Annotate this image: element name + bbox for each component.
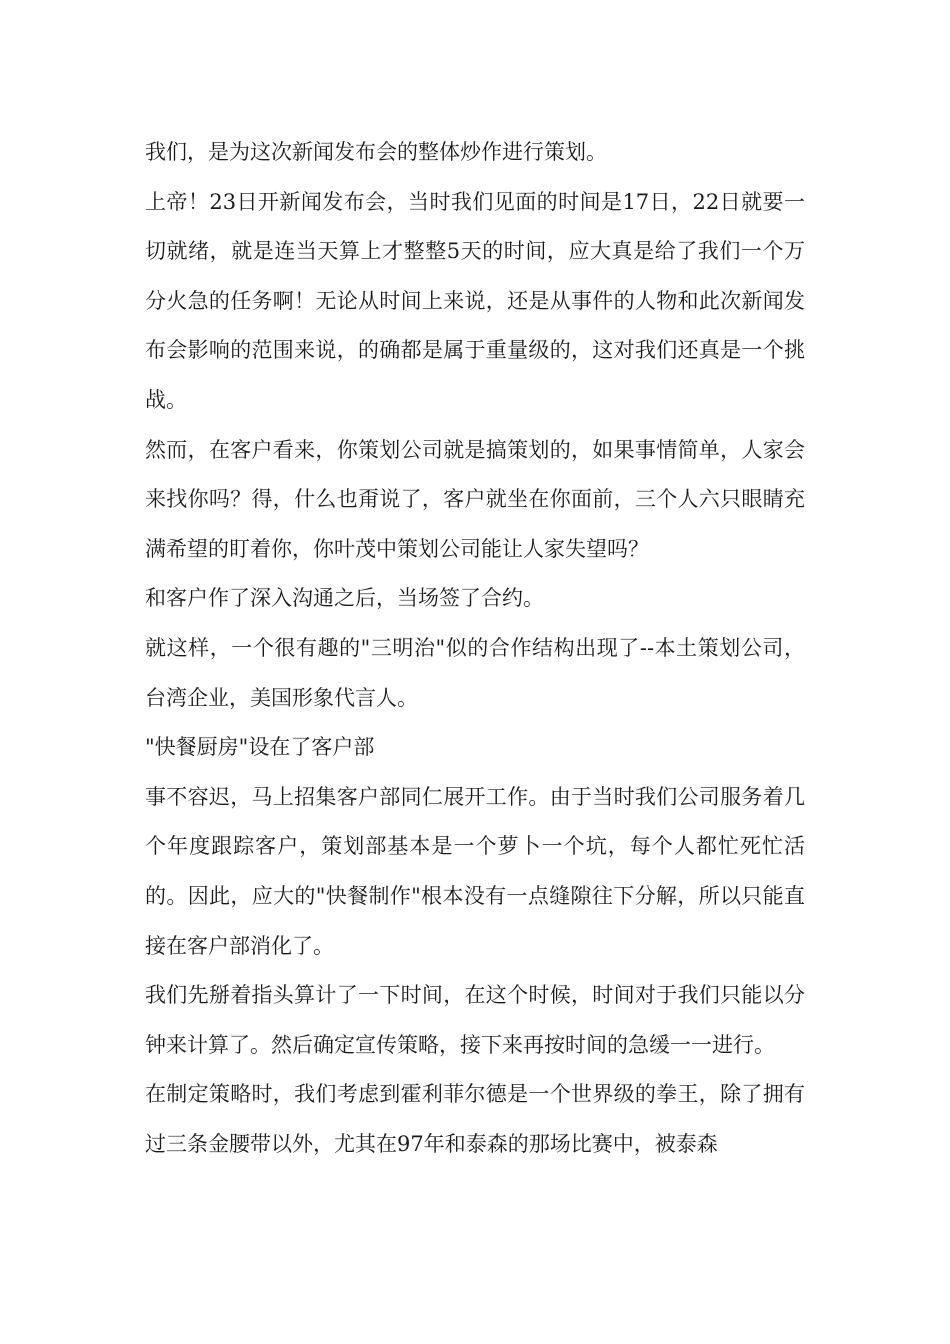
paragraph: 我们，是为这次新闻发布会的整体炒作进行策划。 — [145, 140, 607, 164]
body-text — [145, 128, 805, 1169]
paragraph: 上帝！23日开新闻发布会，当时我们见面的时间是17日，22日就要一切就绪，就是连当天算上才整整5天的时间，应大真是给了我们一个万分火急的任务啊！无论从时间上来说，还是从事件的人物和此次新闻发布会影响的范围来说，的确都是属于重量级的，这对我们还真是一个挑战。 — [145, 189, 805, 412]
section-heading: "快餐厨房"设在了客户部 — [145, 735, 375, 760]
paragraph: 在制定策略时，我们考虑到霍利菲尔德是一个世界级的拳王，除了拥有过三条金腰带以外，尤其在97年和泰森的那场比赛中，被泰森 — [145, 1082, 805, 1156]
paragraph: 然而，在客户看来，你策划公司就是搞策划的，如果事情简单，人家会来找你吗？得，什么也甭说了，客户就坐在你面前，三个人六只眼睛充满希望的盯着你，你叶茂中策划公司能让人家失望吗？ — [145, 437, 805, 561]
paragraph: 就这样，一个很有趣的"三明治"似的合作结构出现了--本土策划公司，台湾企业，美国形象代言人。 — [145, 635, 805, 710]
paragraph: 和客户作了深入沟通之后，当场签了合约。 — [145, 586, 544, 611]
paragraph: 我们先掰着指头算计了一下时间，在这个时候，时间对于我们只能以分钟来计算了。然后确定宣传策略，接下来再按时间的急缓一一进行。 — [145, 983, 805, 1057]
paragraph: 事不容迟，马上招集客户部同仁展开工作。由于当时我们公司服务着几个年度跟踪客户，策划部基本是一个萝卜一个坑，每个人都忙死忙活的。因此，应大的"快餐制作"根本没有一点缝隙往下分解，所以只能直接在客户部消化了。 — [145, 784, 805, 958]
